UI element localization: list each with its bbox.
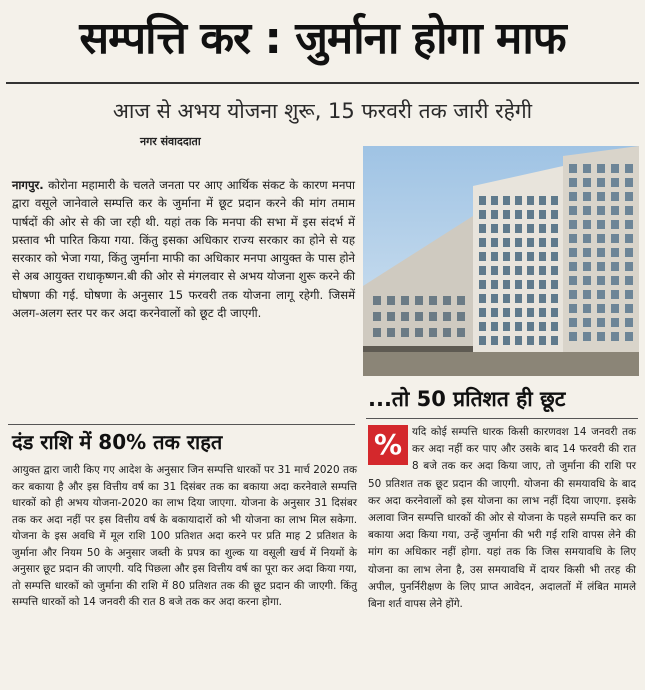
section2-text: यदि कोई सम्पत्ति धारक किसी कारणवश 14 जनवरी तक कर अदा नहीं कर पाए और उसके बाद 14 फरवरी की रात 8 बजे तक कर अदा किया जाए, तो जुर्माना की राशि पर 50 प्रतिशत तक छूट प्रदान की जाएगी. योजना की समयावधि के बाद कर अदा करनेवालों को इस योजना का लाभ नहीं दिया जाएगा. इसके अलावा जिन सम्पत्ति धारकों की ओर से योजना के पहले सम्पत्ति कर का बकाया अदा किया गया, उन्हें जुर्माना की भरी गई राशि वापस लेने की मांग का अधिकार नहीं होगा. यहां तक कि जिस समयावधि के लिए योजना का लाभ लेना है, उस समयावधि में दायर किसी भी तरह की अपील, पुनर्निरीक्षण के लिए प्राप्त आवेदन, अदालतों में लंबित मामले बिना शर्त वापस लेने होंगे. bbox=[368, 426, 636, 611]
headline-divider bbox=[6, 82, 639, 84]
section2-heading: ...तो 50 प्रतिशत ही छूट bbox=[368, 387, 566, 411]
subheadline: आज से अभय योजना शुरू, 15 फरवरी तक जारी रहेगी bbox=[112, 99, 533, 123]
building-photo bbox=[363, 146, 639, 376]
headline: सम्पत्ति कर : जुर्माना होगा माफ bbox=[79, 13, 566, 64]
section2-body bbox=[368, 424, 636, 613]
section1-text: आयुक्त द्वारा जारी किए गए आदेश के अनुसार जिन सम्पत्ति धारकों पर 31 मार्च 2020 तक कर बकाया है और इस वित्तीय वर्ष का 31 दिसंबर तक का बकाया अदा करनेवाले सम्पत्ति धारकों को ही अभय योजना-2020 का लाभ दिया जाएगा. योजना के अनुसार 31 दिसंबर तक कर अदा नहीं पर इस वित्तीय वर्ष के बकायादारों को भी योजना का लाभ मिल सकेगा. योजना के इस अवधि में मूल राशि 100 प्रतिशत अदा करने पर प्रति माह 2 प्रतिशत के जुर्माना और नियम 50 के अनुसार जब्ती के प्रपत्र का शुल्क या वसूली खर्च में नियमों के अनुसार छूट प्रदान की जाएगी. यदि पिछला और इस वित्तीय वर्ष का पूरा कर अदा किया गया, तो सम्पत्ति धारकों को जुर्माना की राशि में 80 प्रतिशत तक की छूट प्रदान की जाएगी. किंतु सम्पत्ति धारकों को 14 जनवरी की रात 8 बजे तक कर अदा करना होगा. bbox=[12, 464, 357, 608]
section1-heading: दंड राशि में 80% तक राहत bbox=[12, 430, 223, 454]
percent-icon: % bbox=[368, 425, 408, 465]
intro-paragraph bbox=[12, 176, 355, 322]
dateline: नागपुर. bbox=[12, 178, 44, 192]
byline: नगर संवाददाता bbox=[140, 135, 201, 148]
section2-divider bbox=[366, 418, 638, 419]
building-illustration bbox=[363, 146, 639, 376]
section-divider bbox=[8, 424, 355, 425]
intro-text: कोरोना महामारी के चलते जनता पर आए आर्थिक संकट के कारण मनपा द्वारा वसूले जानेवाले सम्पत्ति कर के जुर्माना में छूट प्रदान करने की मांग तमाम पार्षदों की ओर से की जा रही थी. यहां तक कि मनपा की सभा में इस संदर्भ में प्रस्ताव भी पारित किया गया. किंतु इसका अधिकार राज्य सरकार का होने से यह सरकार को भेजा गया, किंतु जुर्माना माफी का अधिकार मनपा आयुक्त के पास होने से अब आयुक्त राधाकृष्णन.बी की ओर से मंगलवार से अभय योजना शुरू करने की घोषणा की गई. घोषणा के अनुसार 15 फरवरी तक योजना लागू रहेगी. जिसमें अलग-अलग स्तर पर कर अदा करनेवालों को छूट दी जाएगी. bbox=[12, 178, 355, 321]
